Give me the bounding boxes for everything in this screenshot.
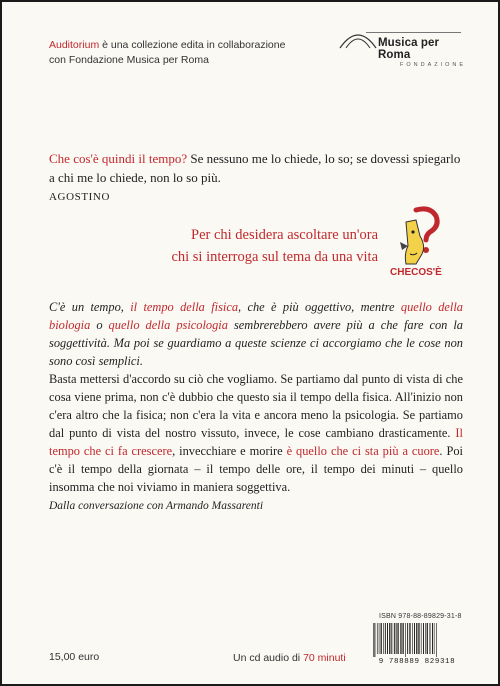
barcode-bar: [397, 623, 398, 654]
isbn-label: ISBN 978-88-89829-31-8: [379, 613, 462, 620]
barcode-bar: [373, 623, 374, 657]
price: 15,00 euro: [49, 651, 100, 663]
text-run: . Poi c'è il tempo della giornata – il tempo delle ore, il tempo dei minuti – quello insomma che noi viviamo in maniera soggettiva.: [49, 444, 463, 494]
barcode-bar: [383, 623, 384, 654]
series-name: Auditorium: [49, 39, 100, 51]
barcode-bar: [427, 623, 428, 654]
barcode-bar: [423, 623, 424, 654]
barcode-bar: [412, 623, 413, 654]
text-run: sembrerebbero avere più a che fare con la soggettività. Ma poi se guardiamo a queste scienze ci accorgiamo che le cose non sono così semplici.: [49, 318, 463, 368]
logo-subtitle: FONDAZIONE: [400, 62, 467, 68]
logo-rule: [366, 32, 461, 33]
barcode-bar: [377, 623, 378, 654]
body-text: [49, 298, 463, 496]
barcode-bar: [389, 623, 390, 654]
tagline: Per chi desidera ascoltare un'ora chi si interroga sul tema da una vita: [171, 227, 378, 265]
question-head-icon: [386, 206, 456, 278]
text-run: Basta mettersi d'accordo su ciò che vogliamo. Se partiamo dal punto di vista di che cosa viene prima, non c'è dubbio che questo sia il tempo della fisica. All'inizio non c'era altro che la fisica; non c'era la vita e ancora meno la psicologia. Se partiamo dal punto di vista del nostro vissuto, invece, le cose cambiano drasticamente.: [49, 372, 463, 440]
epigraph-author: AGOSTINO: [49, 191, 111, 203]
logo-name: Musica per Roma: [378, 37, 440, 61]
barcode-bar: [394, 623, 395, 654]
barcode-bar: [396, 623, 397, 654]
barcode: [371, 623, 463, 657]
cd-info: Un cd audio di 70 minuti: [233, 652, 346, 664]
epigraph-text: Se nessuno me lo chiede, lo so; se dovessi spiegarlo a chi me lo chiede, non lo so più.: [49, 151, 461, 185]
highlight-phrase: Il tempo che ci fa crescere: [49, 426, 463, 458]
barcode-bar: [391, 623, 392, 654]
epigraph: [49, 149, 461, 187]
barcode-bar: [385, 623, 386, 654]
musica-per-roma-logo: [338, 32, 467, 68]
barcode-bar: [434, 623, 435, 654]
barcode-bar: [425, 623, 426, 654]
barcode-bar: [403, 623, 404, 654]
highlight-phrase: il tempo della fisica: [130, 300, 239, 314]
text-run: o: [90, 318, 109, 332]
barcode-bar: [418, 623, 419, 654]
intro-paragraph: [49, 298, 463, 370]
barcode-bar: [416, 623, 417, 654]
barcode-bar: [407, 623, 408, 654]
barcode-bar: [400, 623, 401, 654]
barcode-bar: [436, 623, 437, 657]
text-run: C'è un tempo,: [49, 300, 131, 314]
arc-logo-icon: [338, 28, 378, 50]
barcode-bar: [414, 623, 415, 654]
barcode-bar: [379, 623, 380, 654]
barcode-bar: [409, 623, 410, 654]
main-paragraph: [49, 370, 463, 496]
text-run: , che è più oggettivo, mentre: [238, 300, 401, 314]
emblem-label: CHECOS'È: [390, 267, 442, 278]
barcode-bar: [374, 623, 375, 657]
publisher-note: Auditorium è una collezione edita in collaborazione con Fondazione Musica per Roma: [49, 39, 286, 66]
highlight-phrase: quello della psicologia: [108, 318, 228, 332]
barcode-bar: [432, 623, 433, 654]
barcode-bar: [387, 623, 388, 654]
barcode-digits: 9 788889 829318: [378, 658, 456, 666]
text-run: , invecchiare e morire: [172, 444, 287, 458]
barcode-bar: [405, 623, 406, 657]
highlight-phrase: quello della biologia: [49, 300, 463, 332]
barcode-bar: [381, 623, 382, 654]
barcode-bar: [421, 623, 422, 654]
source-credit: Dalla conversazione con Armando Massarenti: [49, 500, 264, 512]
highlight-phrase: è quello che ci sta più a cuore: [286, 444, 440, 458]
epigraph-question: Che cos'è quindi il tempo?: [49, 151, 188, 166]
barcode-bar: [430, 623, 431, 654]
